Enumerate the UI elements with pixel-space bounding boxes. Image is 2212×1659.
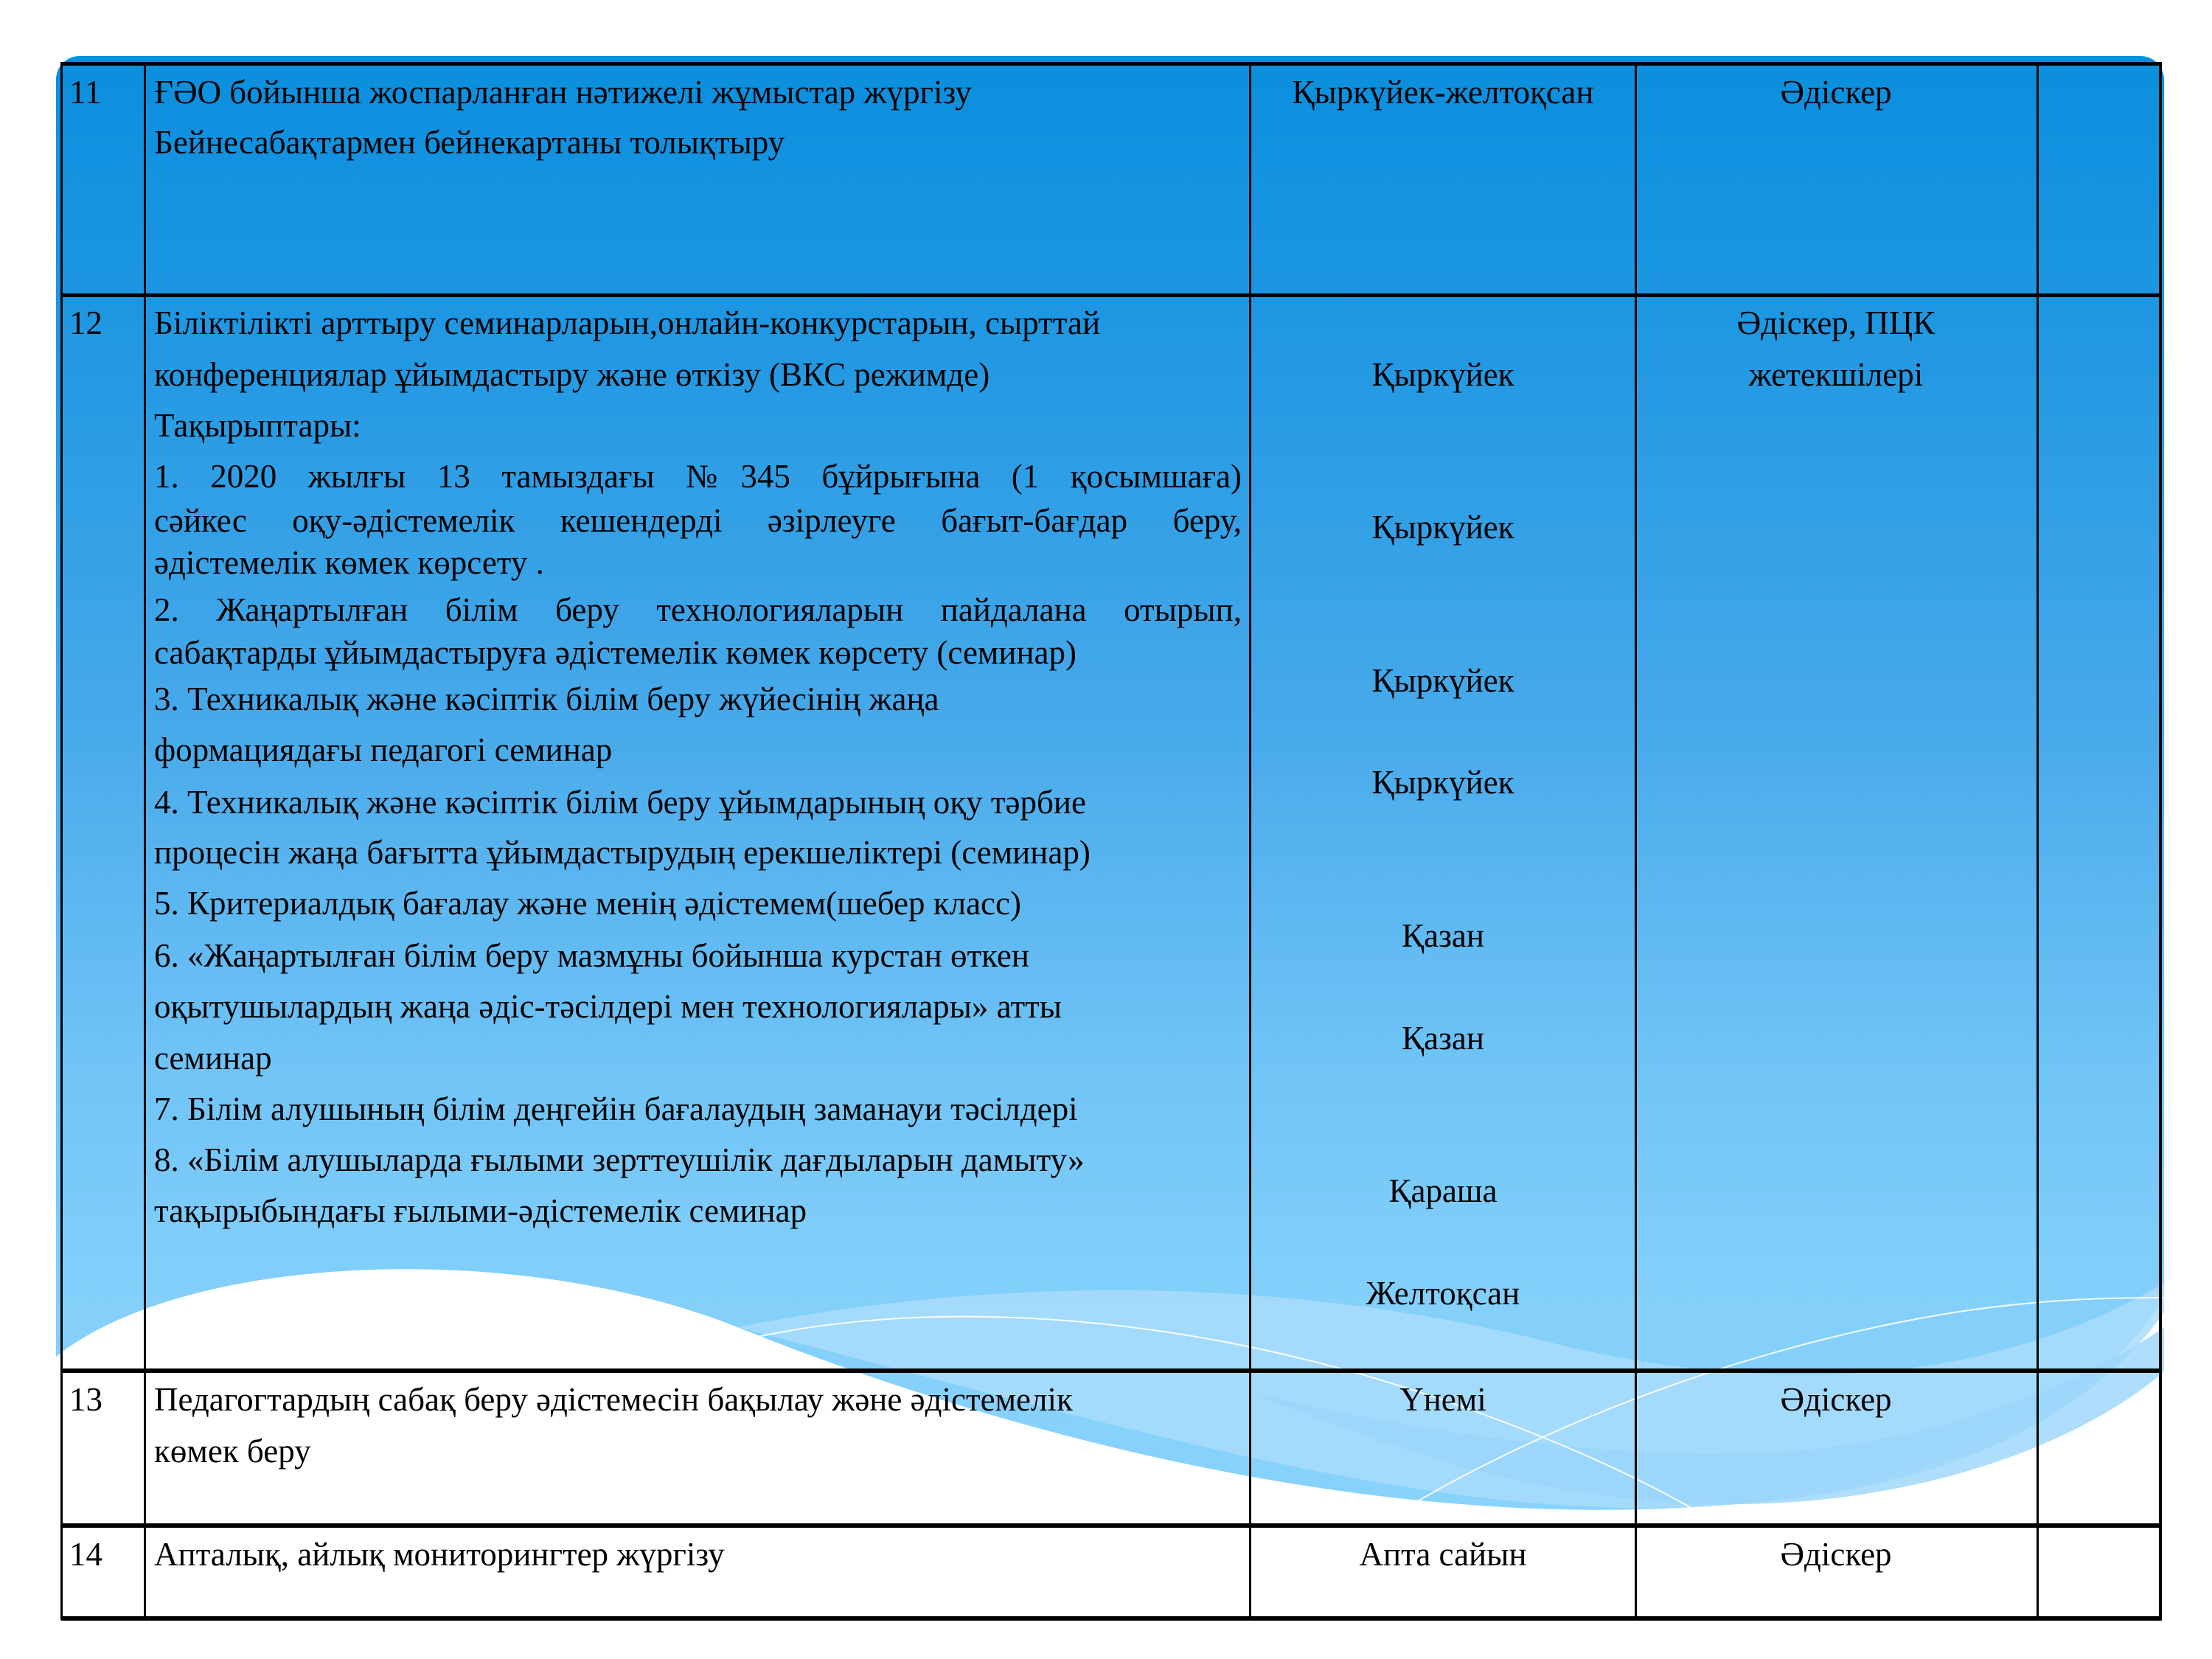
table-border-bottom <box>61 1616 2162 1621</box>
row-content-line: 1. 2020 жылғы 13 тамыздағы №345 бұйрығына (1 қосымшаға) <box>154 458 1242 495</box>
column-line-right <box>2159 62 2162 1620</box>
row-content-line: ҒӘО бойынша жоспарланған нәтижелі жұмыстар жүргізу <box>154 74 972 111</box>
column-line-2 <box>1249 62 1251 1620</box>
row-number: 12 <box>69 305 102 341</box>
row-content-line: 3. Техникалық және кәсіптік білім беру жүйесінің жаңа <box>154 681 939 717</box>
table-border-top <box>61 62 2162 66</box>
row-deadline: Қазан <box>1402 917 1484 954</box>
row-responsible: жетекшілері <box>1748 356 1924 393</box>
row-content-line: тақырыбындағы ғылыми-әдістемелік семинар <box>154 1192 807 1229</box>
row-deadline: Қазан <box>1402 1020 1484 1057</box>
row-content-line: семинар <box>154 1040 272 1077</box>
row-content-line: 2. Жаңартылған білім беру технологияларын пайдалана отырып, <box>154 591 1242 628</box>
row-deadline: Қыркүйек <box>1371 764 1514 801</box>
row-content-line: көмек беру <box>154 1433 311 1470</box>
row-content-line: оқытушылардың жаңа әдіс-тәсілдері мен технологиялары» атты <box>154 988 1062 1025</box>
row-content-line: 4. Техникалық және кәсіптік білім беру ұйымдарының оқу тәрбие <box>154 784 1086 821</box>
column-line-left <box>60 62 63 1620</box>
row-responsible: Әдіскер <box>1780 1381 1892 1418</box>
row-deadline: Үнемі <box>1399 1381 1486 1418</box>
row-content-line: Педагогтардың сабақ беру әдістемесін бақылау және әдістемелік <box>154 1381 1073 1418</box>
row-content-line: 6. «Жаңартылған білім беру мазмұны бойынша курстан өткен <box>154 937 1029 974</box>
row-content-line: формациядағы педагогі семинар <box>154 731 613 768</box>
row-content-line: сәйкес оқу-әдістемелік кешендерді әзірлеуге бағыт-бағдар беру, <box>154 502 1242 539</box>
row-number: 11 <box>69 74 102 111</box>
column-line-1 <box>144 62 146 1620</box>
column-line-3 <box>1635 62 1637 1620</box>
row-deadline: Қыркүйек-желтоқсан <box>1292 74 1594 111</box>
row-content-line: 8. «Білім алушыларда ғылыми зерттеушілік дағдыларын дамыту» <box>154 1141 1085 1178</box>
row-deadline: Желтоқсан <box>1366 1275 1520 1312</box>
row-deadline: Қыркүйек <box>1371 509 1514 546</box>
row-content-line: 7. Білім алушының білім деңгейін бағалаудың заманауи тәсілдері <box>154 1091 1078 1127</box>
row-content-line: сабақтарды ұйымдастыруға әдістемелік көмек көрсету (семинар) <box>154 634 1077 671</box>
row-content-line: Тақырыптары: <box>154 407 361 444</box>
row-content-line: процесін жаңа бағытта ұйымдастырудың ерекшеліктері (семинар) <box>154 834 1091 871</box>
row-deadline: Қыркүйек <box>1371 356 1514 393</box>
row-content-line: Біліктілікті арттыру семинарларын,онлайн-конкурстарын, сырттай <box>154 305 1101 341</box>
column-line-4 <box>2037 62 2039 1620</box>
row-content-line: әдістемелік көмек көрсету . <box>154 544 544 581</box>
row-number: 14 <box>69 1536 102 1573</box>
row-responsible: Әдіскер, ПЦК <box>1736 305 1935 341</box>
row-responsible: Әдіскер <box>1780 1536 1892 1573</box>
row-number: 13 <box>69 1381 102 1418</box>
row-divider-13-14 <box>61 1523 2162 1528</box>
row-content-line: 5. Критериалдық бағалау және менің әдістемем(шебер класс) <box>154 885 1021 922</box>
row-deadline: Қараша <box>1388 1172 1498 1209</box>
row-deadline: Қыркүйек <box>1371 662 1514 699</box>
row-divider-11-12 <box>61 293 2162 297</box>
row-content-line: конференциялар ұйымдастыру және өткізу (ВКС режимде) <box>154 356 990 393</box>
row-divider-12-13 <box>61 1368 2162 1373</box>
row-deadline: Апта сайын <box>1359 1536 1527 1573</box>
row-content-line: Апталық, айлық мониторингтер жүргізу <box>154 1536 725 1573</box>
row-responsible: Әдіскер <box>1780 74 1892 111</box>
row-content-line: Бейнесабақтармен бейнекартаны толықтыру <box>154 124 785 161</box>
